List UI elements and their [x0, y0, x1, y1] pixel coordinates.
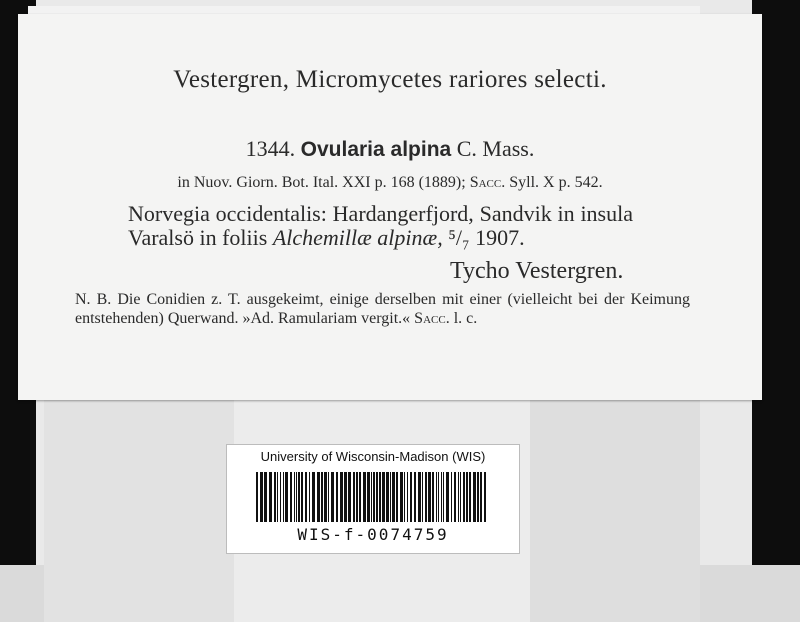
barcode-bar — [484, 472, 486, 522]
note-end: l. c. — [453, 310, 478, 327]
barcode-bar — [390, 472, 391, 522]
barcode-bar — [410, 472, 412, 522]
barcode-bar — [309, 472, 310, 522]
taxon-author: C. Mass. — [456, 136, 535, 161]
barcode-bar — [312, 472, 315, 522]
barcode-bar — [367, 472, 370, 522]
barcode-bar — [382, 472, 385, 522]
barcode-bar — [392, 472, 395, 522]
barcode-bar — [371, 472, 372, 522]
barcode-bar — [256, 472, 258, 522]
barcode-bar — [269, 472, 272, 522]
barcode-bar — [301, 472, 303, 522]
barcode-bar — [340, 472, 343, 522]
barcode-bar — [436, 472, 437, 522]
series-title: Vestergren, Micromycetes rariores selecti. — [173, 66, 607, 93]
barcode-bar — [432, 472, 434, 522]
barcode-bar — [285, 472, 288, 522]
citation-part-1: in Nuov. Giorn. Bot. Ital. XXI p. 168 (1889); — [177, 174, 466, 191]
citation-sacc: Sacc. — [469, 174, 506, 191]
barcode-bar — [356, 472, 358, 522]
barcode-bar — [260, 472, 263, 522]
barcode-bar — [331, 472, 334, 522]
barcode-bar — [451, 472, 452, 522]
locality-text: Norvegia occidentalis: Hardangerfjord, Sandvik in insula Varalsö in foliis — [128, 201, 633, 250]
barcode-bar — [407, 472, 408, 522]
barcode-bar — [294, 472, 295, 522]
barcode-bar — [298, 472, 300, 522]
barcode-bar — [290, 472, 292, 522]
barcode-bar — [277, 472, 278, 522]
barcode-bar — [376, 472, 378, 522]
barcode-bar — [422, 472, 423, 522]
barcode-bar — [274, 472, 276, 522]
barcode-bar — [454, 472, 456, 522]
barcode-label — [226, 444, 520, 554]
barcode-bar — [425, 472, 427, 522]
collector: Tycho Vestergren. — [450, 258, 624, 284]
barcode-bar — [283, 472, 284, 522]
barcode-bar — [463, 472, 465, 522]
packet-left-flap — [44, 398, 234, 622]
barcode-bar — [458, 472, 459, 522]
barcode-bar — [441, 472, 442, 522]
barcode-bar — [446, 472, 449, 522]
exsiccata-label — [18, 14, 762, 400]
barcode-institution: University of Wisconsin-Madison (WIS) — [260, 449, 486, 464]
barcode-bar — [480, 472, 482, 522]
barcode-bar — [317, 472, 320, 522]
barcode-bar — [396, 472, 398, 522]
barcode-bar — [324, 472, 327, 522]
collection-date: ⁵/₇ 1907. — [448, 225, 525, 250]
barcode-bar — [466, 472, 468, 522]
barcode-bar — [428, 472, 431, 522]
specimen-heading — [18, 136, 762, 162]
citation-part-2: Syll. X p. 542. — [509, 174, 603, 191]
barcode-bar — [363, 472, 366, 522]
barcode-bar — [400, 472, 403, 522]
locality — [128, 202, 633, 250]
specimen-number: 1344. — [245, 136, 296, 161]
barcode-bar — [348, 472, 351, 522]
barcode-bar — [477, 472, 479, 522]
barcode-bar — [280, 472, 281, 522]
packet-right-flap — [530, 398, 700, 622]
barcode-bar — [328, 472, 329, 522]
barcode-bar — [460, 472, 461, 522]
barcode-bar — [473, 472, 476, 522]
barcode-bar — [264, 472, 267, 522]
barcode-bar — [353, 472, 355, 522]
barcode-bar — [404, 472, 405, 522]
barcode-id: WIS-f-0074759 — [297, 525, 449, 544]
barcode-graphic — [256, 472, 488, 522]
note — [75, 290, 690, 328]
barcode-bar — [336, 472, 338, 522]
host-name: Alchemillæ alpinæ, — [272, 225, 443, 250]
citation — [18, 174, 762, 192]
barcode-bar — [321, 472, 323, 522]
barcode-bar — [359, 472, 361, 522]
barcode-bar — [373, 472, 375, 522]
barcode-bar — [386, 472, 389, 522]
barcode-bar — [443, 472, 444, 522]
barcode-bar — [379, 472, 381, 522]
barcode-bar — [469, 472, 471, 522]
note-sacc: Sacc. — [414, 310, 450, 327]
barcode-bar — [296, 472, 297, 522]
barcode-bar — [344, 472, 347, 522]
note-text: N. B. Die Conidien z. T. ausgekeimt, einige derselben mit einer (vielleicht bei der Keimung entstehenden) Querwand. »Ad. Ramulariam vergit.« — [75, 291, 690, 327]
barcode-bar — [418, 472, 421, 522]
taxon-name: Ovularia alpina — [300, 138, 452, 161]
barcode-bar — [438, 472, 439, 522]
barcode-bar — [305, 472, 307, 522]
barcode-bar — [414, 472, 416, 522]
